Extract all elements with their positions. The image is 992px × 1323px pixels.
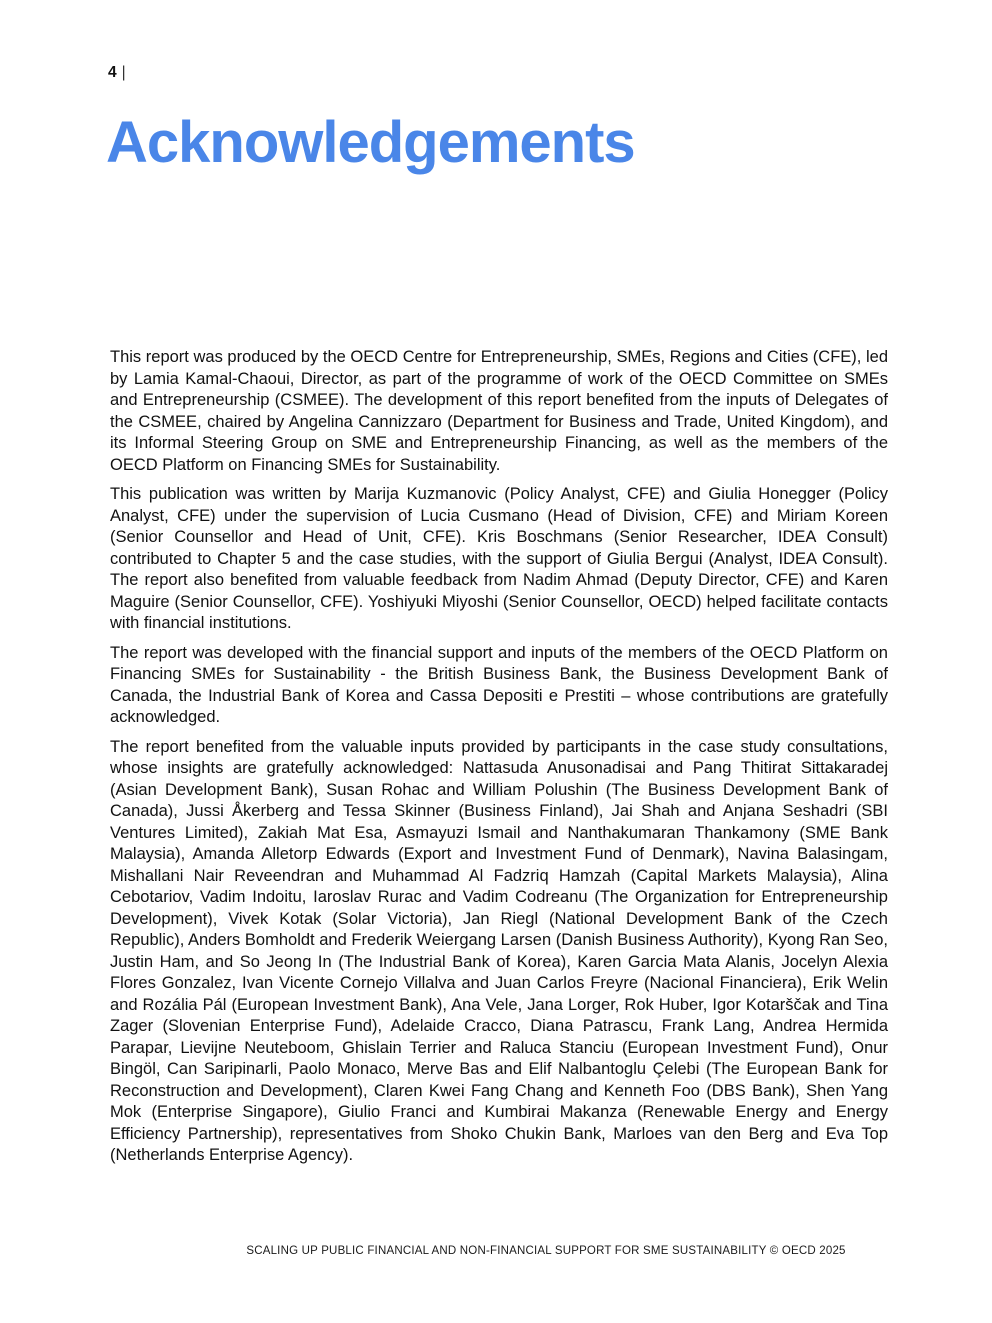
paragraph-financial-support: The report was developed with the financial support and inputs of the members of the OECD Platform on Financing SMEs for Sustainability - the British Business Bank, the Business Development Bank of Canada, the Industrial Bank of Korea and Cassa Depositi e Prestiti – whose contributions are gratefully acknowledged. [110, 643, 888, 726]
page-number-separator: | [121, 64, 126, 81]
page-header [108, 64, 126, 82]
paragraph-produced-by: This report was produced by the OECD Centre for Entrepreneurship, SMEs, Regions and Cities (CFE), led by Lamia Kamal-Chaoui, Director, as part of the programme of work of the OECD Committee on SMEs and Entrepreneurship (CSMEE). The development of this report benefited from the inputs of Delegates of the CSMEE, chaired by Angelina Cannizzaro (Department for Business and Trade, United Kingdom), and its Informal Steering Group on SME and Entrepreneurship Financing, as well as the members of the OECD Platform on Financing SMEs for Sustainability. [110, 348, 888, 474]
body-text [110, 347, 888, 1175]
page-title: Acknowledgements [106, 110, 635, 175]
footer-running-title: SCALING UP PUBLIC FINANCIAL AND NON-FINANCIAL SUPPORT FOR SME SUSTAINABILITY © OECD 2025 [246, 1245, 846, 1257]
page-number: 4 [108, 64, 117, 81]
paragraph-written-by: This publication was written by Marija Kuzmanovic (Policy Analyst, CFE) and Giulia Honegger (Policy Analyst, CFE) under the supervision of Lucia Cusmano (Head of Division, CFE) and Miriam Koreen (Senior Counsellor and Head of Unit, CFE). Kris Boschmans (Senior Researcher, IDEA Consult) contributed to Chapter 5 and the case studies, with the support of Giulia Bergui (Analyst, IDEA Consult). The report also benefited from valuable feedback from Nadim Ahmad (Deputy Director, CFE) and Karen Maguire (Senior Counsellor, CFE). Yoshiyuki Miyoshi (Senior Counsellor, OECD) helped facilitate contacts with financial institutions. [110, 485, 888, 632]
paragraph-case-study-participants: The report benefited from the valuable inputs provided by participants in the case study consultations, whose insights are gratefully acknowledged: Nattasuda Anusonadisai and Pang Thitirat Sittakaradej (Asian Development Bank), Susan Rohac and William Polushin (The Business Development Bank of Canada), Jussi Åkerberg and Tessa Skinner (Business Finland), Jai Shah and Anjana Seshadri (SBI Ventures Limited), Zakiah Mat Esa, Asmayuzi Ismail and Nanthakumaran Thankamony (SME Bank Malaysia), Amanda Alletorp Edwards (Export and Investment Fund of Denmark), Navina Balasingam, Mishallani Nair Reveendran and Muhammad Al Fadzriq Hamzah (Capital Markets Malaysia), Alina Cebotariov, Vadim Indoitu, Iaroslav Rurac and Vadim Codreanu (The Organization for Entrepreneurship Development), Vivek Kotak (Solar Victoria), Jan Riegl (National Development Bank of the Czech Republic), Anders Bomholdt and Frederik Weiergang Larsen (Danish Business Authority), Kyong Ran Seo, Justin Ham, and So Jeong In (The Industrial Bank of Korea), Karen Garcia Mata Alanis, Jocelyn Alexia Flores Gonzalez, Ivan Vicente Cornejo Villalva and Juan Carlos Freyre (Nacional Financiera), Erik Welin and Rozália Pál (European Investment Bank), Ana Vele, Jana Lorger, Rok Huber, Igor Kotarščak and Tina Zager (Slovenian Enterprise Fund), Adelaide Cracco, Diana Patrascu, Frank Lang, Andrea Hermida Parapar, Lievijne Neuteboom, Ghislain Terrier and Raluca Stanciu (European Investment Fund), Onur Bingöl, Can Saripinarli, Paolo Monaco, Merve Bas and Elif Nalbantoglu Çelebi (The European Bank for Reconstruction and Development), Claren Kwei Fang Chang and Kenneth Foo (DBS Bank), Shen Yang Mok (Enterprise Singapore), Giulio Franci and Kumbirai Makanza (Renewable Energy and Energy Efficiency Partnership), representatives from Shoko Chukin Bank, Marloes van den Berg and Eva Top (Netherlands Enterprise Agency). [110, 737, 888, 1164]
